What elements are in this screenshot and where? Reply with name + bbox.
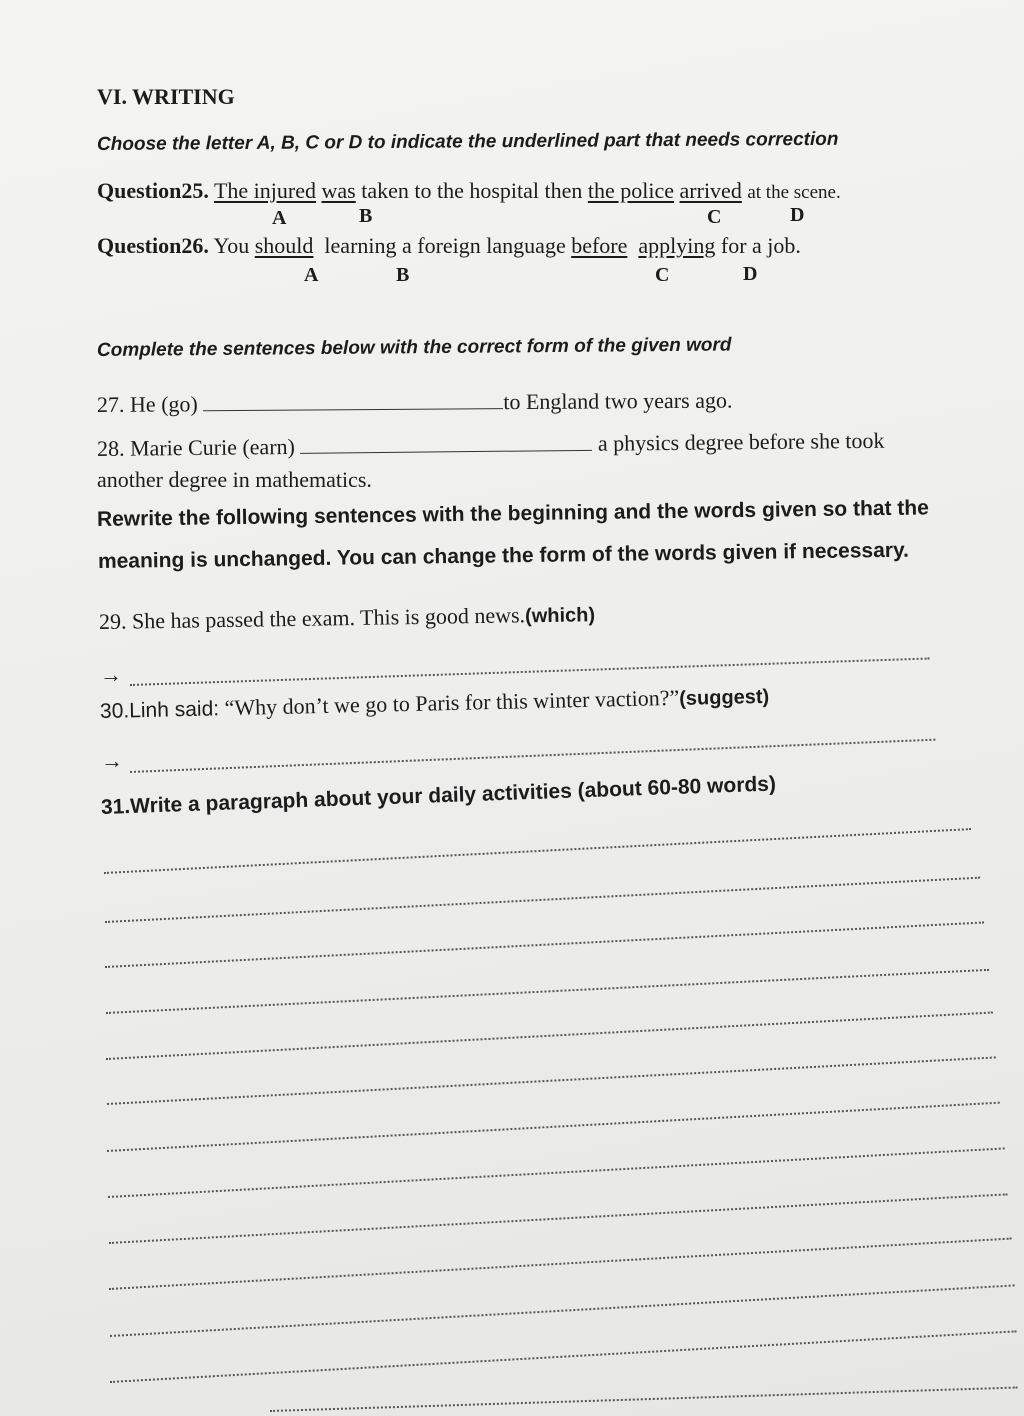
q26-text-mid: learning a foreign language xyxy=(324,233,566,258)
q27-text-start: 27. He (go) xyxy=(96,391,198,417)
q25-letter-d: D xyxy=(790,204,805,226)
q26-text-end: for a job. xyxy=(720,233,801,258)
paragraph-line-8[interactable] xyxy=(108,1147,1005,1198)
q27-answer-blank[interactable] xyxy=(203,390,503,411)
question-28 xyxy=(97,428,885,462)
q26-letter-b: B xyxy=(396,264,410,286)
q25-text-mid: taken to the hospital then xyxy=(361,178,583,203)
q30-arrow: → xyxy=(101,748,123,773)
instruction-error-identification: Choose the letter A, B, C or D to indicate the underlined part that needs correction xyxy=(96,128,839,155)
instruction-rewrite-line2: meaning is unchanged. You can change the form of the words given if necessary. xyxy=(97,538,910,573)
q25-option-c: the police xyxy=(587,178,675,203)
q26-option-c: before xyxy=(571,233,628,258)
q25-option-a: The injured xyxy=(213,178,316,203)
paragraph-line-11[interactable] xyxy=(110,1284,1015,1337)
question-26-label: Question26. xyxy=(97,233,209,258)
paragraph-line-9[interactable] xyxy=(109,1193,1008,1244)
paragraph-line-2[interactable] xyxy=(105,877,980,923)
paragraph-line-6[interactable] xyxy=(107,1056,996,1105)
paragraph-line-10[interactable] xyxy=(109,1238,1012,1290)
question-25 xyxy=(97,178,841,204)
q25-letter-b: B xyxy=(359,205,373,227)
q30-text: “Why don’t we go to Paris for this winter vaction?” xyxy=(224,684,680,721)
q25-letter-a: A xyxy=(272,207,287,229)
q26-letter-a: A xyxy=(304,264,319,286)
q29-text: 29. She has passed the exam. This is good news. xyxy=(98,602,526,634)
paragraph-line-3[interactable] xyxy=(105,921,984,968)
question-27 xyxy=(97,388,733,418)
q27-text-end: to England two years ago. xyxy=(503,387,733,415)
paragraph-line-13[interactable] xyxy=(270,1387,1018,1412)
q25-letter-c: C xyxy=(707,206,722,228)
q28-text-start: 28. Marie Curie (earn) xyxy=(96,433,296,461)
q29-answer-line[interactable] xyxy=(130,657,930,686)
paragraph-line-5[interactable] xyxy=(106,1012,993,1060)
q30-answer-line[interactable] xyxy=(130,739,935,773)
instruction-rewrite-line1: Rewrite the following sentences with the beginning and the words given so that the xyxy=(96,496,929,531)
q29-hint: (which) xyxy=(524,604,596,628)
q28-text-end: a physics degree before she took xyxy=(597,427,885,456)
section-title: VI. WRITING xyxy=(97,84,235,109)
paragraph-line-4[interactable] xyxy=(106,969,989,1014)
q26-text-start: You xyxy=(213,233,250,258)
q26-letter-c: C xyxy=(655,264,670,286)
question-29 xyxy=(99,601,595,635)
q29-arrow: → xyxy=(100,662,122,687)
q26-letter-d: D xyxy=(743,263,758,285)
paragraph-line-1[interactable] xyxy=(104,828,971,874)
q26-option-a: should xyxy=(254,233,314,258)
question-31: 31.Write a paragraph about your daily activities (about 60-80 words) xyxy=(100,772,777,819)
q28-line-2: another degree in mathematics. xyxy=(97,467,372,492)
question-26 xyxy=(97,233,801,259)
q25-text-end: at the scene. xyxy=(747,182,841,203)
paragraph-line-12[interactable] xyxy=(110,1330,1017,1383)
q28-answer-blank[interactable] xyxy=(300,432,592,454)
q30-hint: (suggest) xyxy=(678,685,770,710)
question-25-label: Question25. xyxy=(97,178,209,203)
question-30 xyxy=(100,683,770,724)
paragraph-line-7[interactable] xyxy=(107,1102,1000,1152)
q25-option-d: arrived xyxy=(679,178,742,203)
instruction-word-form: Complete the sentences below with the correct form of the given word xyxy=(96,334,732,361)
q25-option-b: was xyxy=(321,178,356,203)
q30-prefix: 30.Linh said: xyxy=(99,697,220,723)
q26-option-d: applying xyxy=(638,233,716,258)
